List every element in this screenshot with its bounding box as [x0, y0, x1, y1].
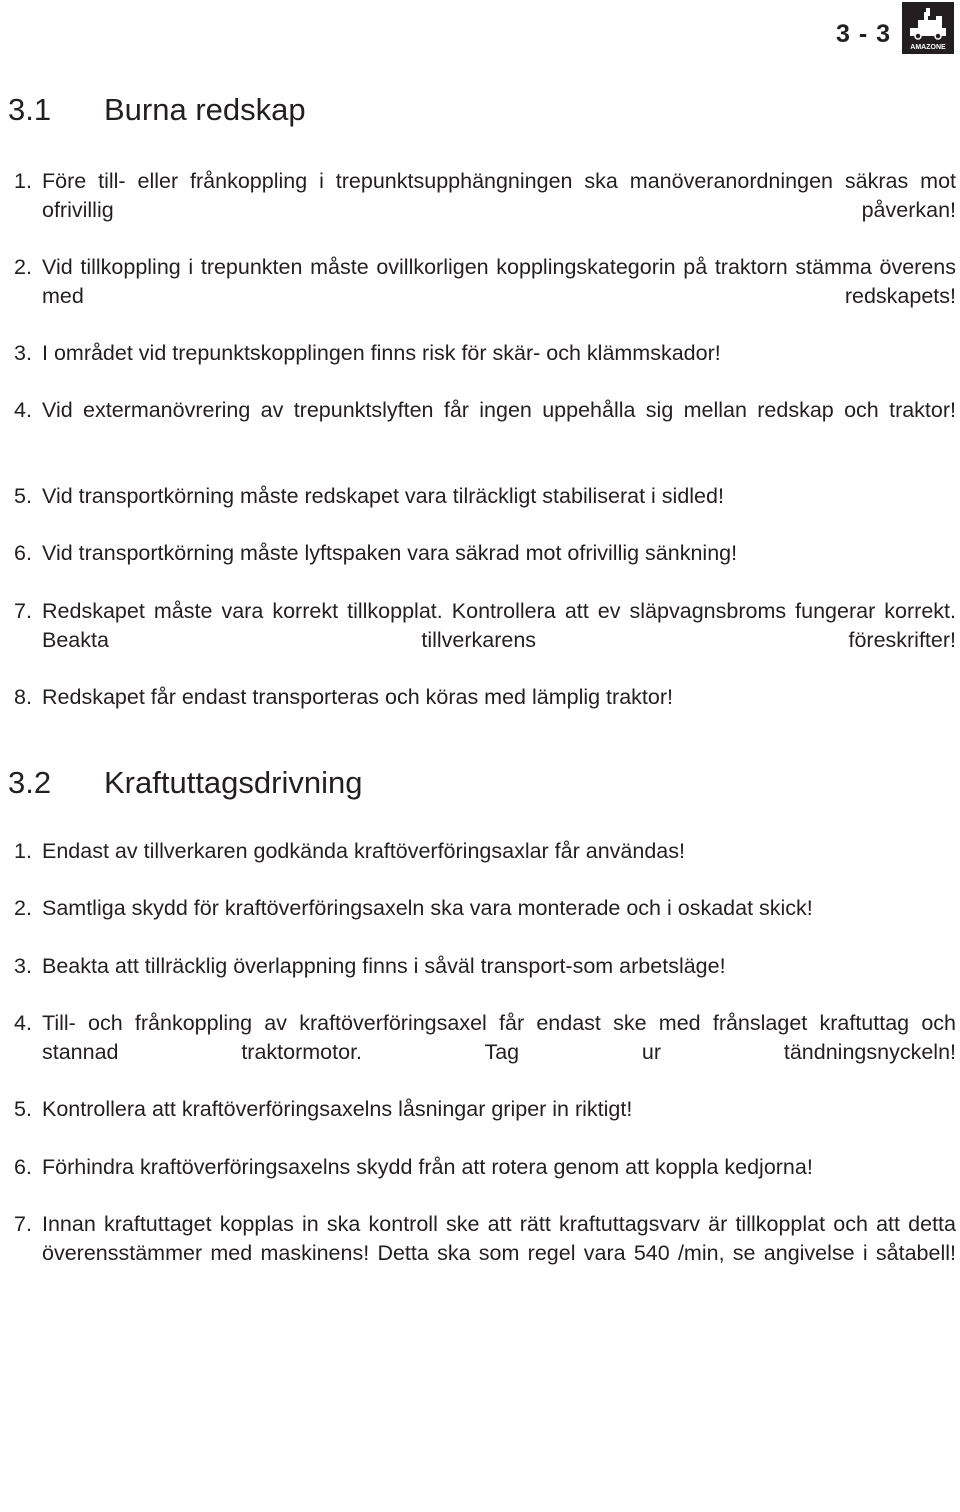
list-item [14, 683, 960, 712]
list-item [14, 539, 960, 568]
item-number: 7. [14, 1212, 32, 1236]
item-number: 5. [14, 484, 32, 508]
item-text: Samtliga skydd för kraftöverföringsaxeln ska vara monterade och i oskadat skick! [42, 896, 813, 920]
item-text: Beakta att tillräcklig överlappning finns i såväl transport-som arbetsläge! [42, 954, 726, 978]
item-text: Endast av tillverkaren godkända kraftöverföringsaxlar får användas! [42, 839, 685, 863]
section-title: Burna redskap [104, 92, 306, 127]
item-number: 4. [14, 1011, 32, 1035]
list-item [14, 1210, 960, 1297]
list-item [14, 1009, 960, 1096]
item-text: I området vid trepunktskopplingen finns risk för skär- och klämmskador! [42, 341, 721, 365]
section-number: 3.1 [8, 92, 52, 127]
item-number: 2. [14, 896, 32, 920]
item-text: Redskapet får endast transporteras och köras med lämplig traktor! [42, 685, 673, 709]
list-item [14, 952, 960, 981]
list-item [14, 482, 960, 511]
item-number: 3. [14, 954, 32, 978]
item-text: Innan kraftuttaget kopplas in ska kontroll ske att rätt kraftuttagsvarv är tillkopplat och att detta överensstämmer med maskinens! Detta ska som regel vara 540 /min, se angivelse i såtabell! [42, 1212, 956, 1265]
section-number: 3.2 [8, 765, 52, 800]
item-text: Före till- eller frånkoppling i trepunktsupphängningen ska manöveranordningen säkras mot ofrivillig påverkan! [42, 169, 956, 222]
item-number: 6. [14, 1155, 32, 1179]
item-text: Vid tillkoppling i trepunkten måste ovillkorligen kopplingskategorin på traktorn stämma överens med redskapets! [42, 255, 956, 308]
amazone-logo [902, 2, 954, 54]
list-item [14, 339, 960, 368]
item-text: Förhindra kraftöverföringsaxelns skydd från att rotera genom att koppla kedjorna! [42, 1155, 813, 1179]
item-text: Redskapet måste vara korrekt tillkopplat. Kontrollera att ev släpvagnsbroms fungerar korrekt. Beakta tillverkarens föreskrifter! [42, 599, 956, 652]
item-number: 1. [14, 169, 32, 193]
list-item [14, 253, 960, 340]
list-item [14, 396, 960, 454]
section-title: Kraftuttagsdrivning [104, 765, 363, 800]
item-number: 2. [14, 255, 32, 279]
logo-emblem-icon [902, 2, 954, 54]
item-text: Vid transportkörning måste redskapet vara tilräckligt stabiliserat i sidled! [42, 484, 724, 508]
item-number: 5. [14, 1097, 32, 1121]
item-number: 1. [14, 839, 32, 863]
item-number: 3. [14, 341, 32, 365]
logo-text: AMAZONE [910, 44, 946, 51]
list-item [14, 597, 960, 684]
item-number: 4. [14, 398, 32, 422]
item-number: 6. [14, 541, 32, 565]
item-number: 8. [14, 685, 32, 709]
item-text: Vid extermanövrering av trepunktslyften får ingen uppehålla sig mellan redskap och traktor! [42, 398, 956, 422]
list-item [14, 894, 960, 923]
list-item [14, 1153, 960, 1182]
item-number: 7. [14, 599, 32, 623]
page-number: 3 - 3 [836, 20, 892, 48]
item-text: Vid transportkörning måste lyftspaken vara säkrad mot ofrivillig sänkning! [42, 541, 738, 565]
list-item [14, 837, 960, 866]
item-text: Kontrollera att kraftöverföringsaxelns låsningar griper in riktigt! [42, 1097, 633, 1121]
list-item [14, 1095, 960, 1124]
item-text: Till- och frånkoppling av kraftöverföringsaxel får endast ske med frånslaget kraftuttag och stannad traktormotor. Tag ur tändningsnyckeln! [42, 1011, 956, 1064]
list-item [14, 167, 960, 254]
